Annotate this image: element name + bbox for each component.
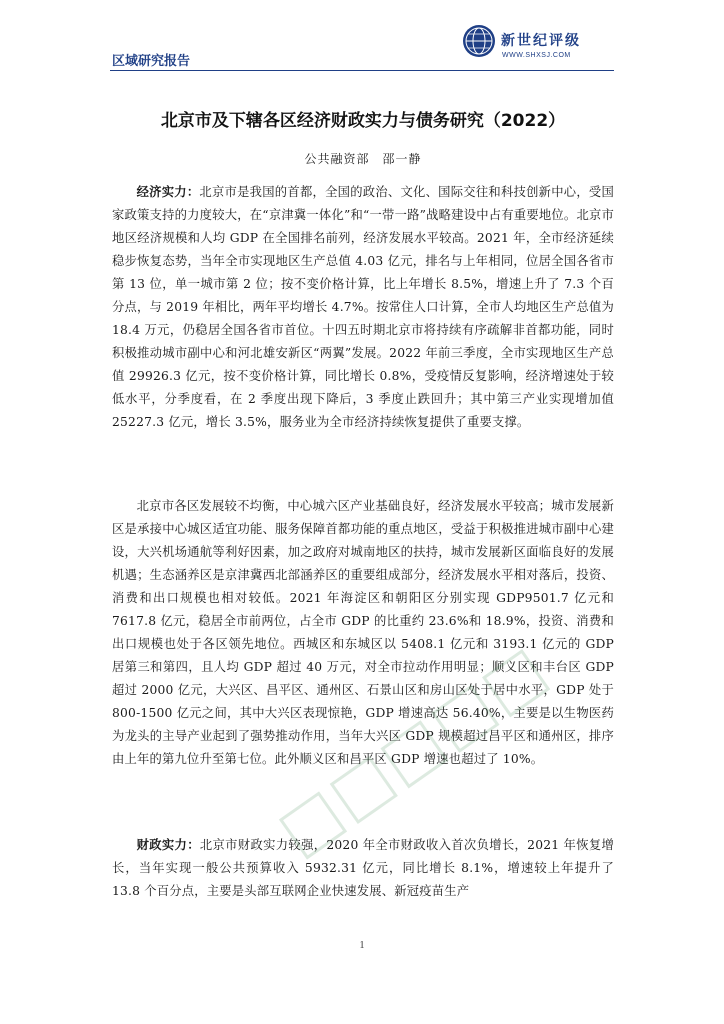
paragraph-lead: 财政实力： — [136, 837, 200, 852]
paragraph-fiscal-strength — [112, 833, 614, 903]
paragraph-lead: 经济实力： — [136, 184, 200, 199]
page-number: 1 — [359, 940, 365, 951]
logo-name: 新世纪评级 — [501, 33, 581, 49]
globe-logo-icon — [462, 24, 496, 58]
header-divider — [110, 70, 614, 71]
author-line: 公共融资部 邵一静 — [304, 152, 422, 166]
paragraph-economic-strength — [112, 180, 614, 434]
section-label: 区域研究报告 — [112, 54, 191, 69]
paragraph-body: 北京市财政实力较强，2020 年全市财政收入首次负增长，2021 年恢复增长，当年实现一般公共预算收入 5932.31 亿元，同比增长 8.1%，增速较上年提升了 13.8 个百分点，主要是头部互联网企业快速发展、新冠疫苗生产 — [112, 838, 614, 898]
paragraph-body: 北京市是我国的首都，全国的政治、文化、国际交往和科技创新中心，受国家政策支持的力度较大，在“京津冀一体化”和“一带一路”战略建设中占有重要地位。北京市地区经济规模和人均 GDP 在全国排名前列，经济发展水平较高。2021 年，全市经济延续稳步恢复态势，当年全市实现地区生产总值 4.03 亿元，排名与上年相同，位居全国各省市第 13 位，单一城市第 2 位；按不变价格计算，比上年增长 8.5%，增速上升了 7.3 个百分点，与 2019 年相比，两年平均增长 4.7%。按常住人口计算，全市人均地区生产总值为 18.4 万元，仍稳居全国各省市首位。十四五时期北京市将持续有序疏解非首都功能，同时积极推动城市副中心和河北雄安新区“两翼”发展。2022 年前三季度，全市实现地区生产总值 29926.3 亿元，按不变价格计算，同比增长 0.8%，受疫情反复影响，经济增速处于较低水平，分季度看，在 2 季度出现下降后，3 季度止跌回升；其中第三产业实现增加值 25227.3 亿元，增长 3.5%，服务业为全市经济持续恢复提供了重要支撑。 — [112, 185, 614, 429]
brand-logo — [462, 24, 592, 68]
report-title: 北京市及下辖各区经济财政实力与债务研究（2022） — [160, 111, 566, 131]
paragraph-district-development — [112, 495, 614, 771]
paragraph-body: 北京市各区发展较不均衡，中心城六区产业基础良好，经济发展水平较高；城市发展新区是承接中心城区适宜功能、服务保障首都功能的重点地区，受益于积极推进城市副中心建设，大兴机场通航等利好因素，加之政府对城南地区的扶持，城市发展新区面临良好的发展机遇；生态涵养区是京津冀西北部涵养区的重要组成部分，经济发展水平相对落后，投资、消费和出口规模也相对较低。2021 年海淀区和朝阳区分别实现 GDP9501.7 亿元和 7617.8 亿元，稳居全市前两位，占全市 GDP 的比重约 23.6%和 18.9%，投资、消费和出口规模也处于各区领先地位。西城区和东城区以 5408.1 亿元和 3193.1 亿元的 GDP 居第三和第四，且人均 GDP 超过 40 万元，对全市拉动作用明显；顺义区和丰台区 GDP 超过 2000 亿元，大兴区、昌平区、通州区、石景山区和房山区处于居中水平，GDP 处于 800-1500 亿元之间，其中大兴区表现惊艳，GDP 增速高达 56.40%，主要是以生物医药为龙头的主导产业起到了强势推动作用，当年大兴区 GDP 规模超过昌平区和通州区，排序由上年的第九位升至第七位。此外顺义区和昌平区 GDP 增速也超过了 10%。 — [112, 499, 614, 766]
logo-url: WWW.SHXSJ.COM — [502, 52, 571, 59]
